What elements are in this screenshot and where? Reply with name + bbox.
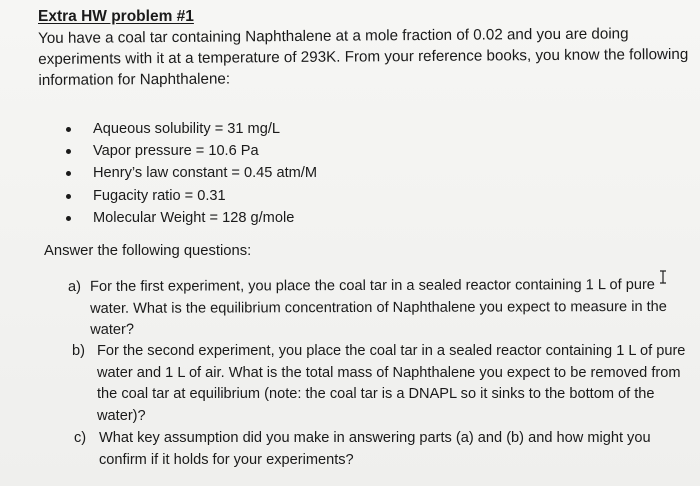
property-item: Fugacity ratio = 0.31 [62, 185, 317, 207]
answer-heading: Answer the following questions: [44, 243, 252, 259]
question-letter: a) [68, 278, 82, 295]
question-text: For the first experiment, you place the coal tar in a sealed reactor containing 1 L of pure water. What is the equilibrium concentration of Naphthalene you expect to measure in the water? [90, 276, 667, 338]
document-title: Extra HW problem #1 [38, 8, 194, 25]
question-a [68, 275, 688, 338]
problem-intro: You have a coal tar containing Naphthalene at a mole fraction of 0.02 and you are doing experiments with it at a temperature of 293K. From your reference books, you know the following information for Naphthalene: [38, 25, 689, 89]
question-text: What key assumption did you make in answering parts (a) and (b) and how might you confirm if it holds for your experiments? [99, 430, 651, 468]
property-item: Vapor pressure = 10.6 Pa [62, 140, 317, 162]
property-item: Aqueous solubility = 31 mg/L [62, 118, 317, 140]
text-cursor-icon [659, 270, 667, 284]
question-text: For the second experiment, you place the coal tar in a sealed reactor containing 1 L of pure water and 1 L of air. What is the total mass of Naphthalene you expect to be removed from the coal tar at equilibrium (note: the coal tar is a DNAPL so it sinks to the bottom of the water)? [97, 343, 686, 424]
property-item: Molecular Weight = 128 g/mole [62, 207, 317, 229]
question-letter: b) [72, 343, 85, 359]
property-item: Henry’s law constant = 0.45 atm/M [62, 162, 317, 184]
property-list [62, 118, 317, 229]
question-letter: c) [74, 430, 87, 446]
